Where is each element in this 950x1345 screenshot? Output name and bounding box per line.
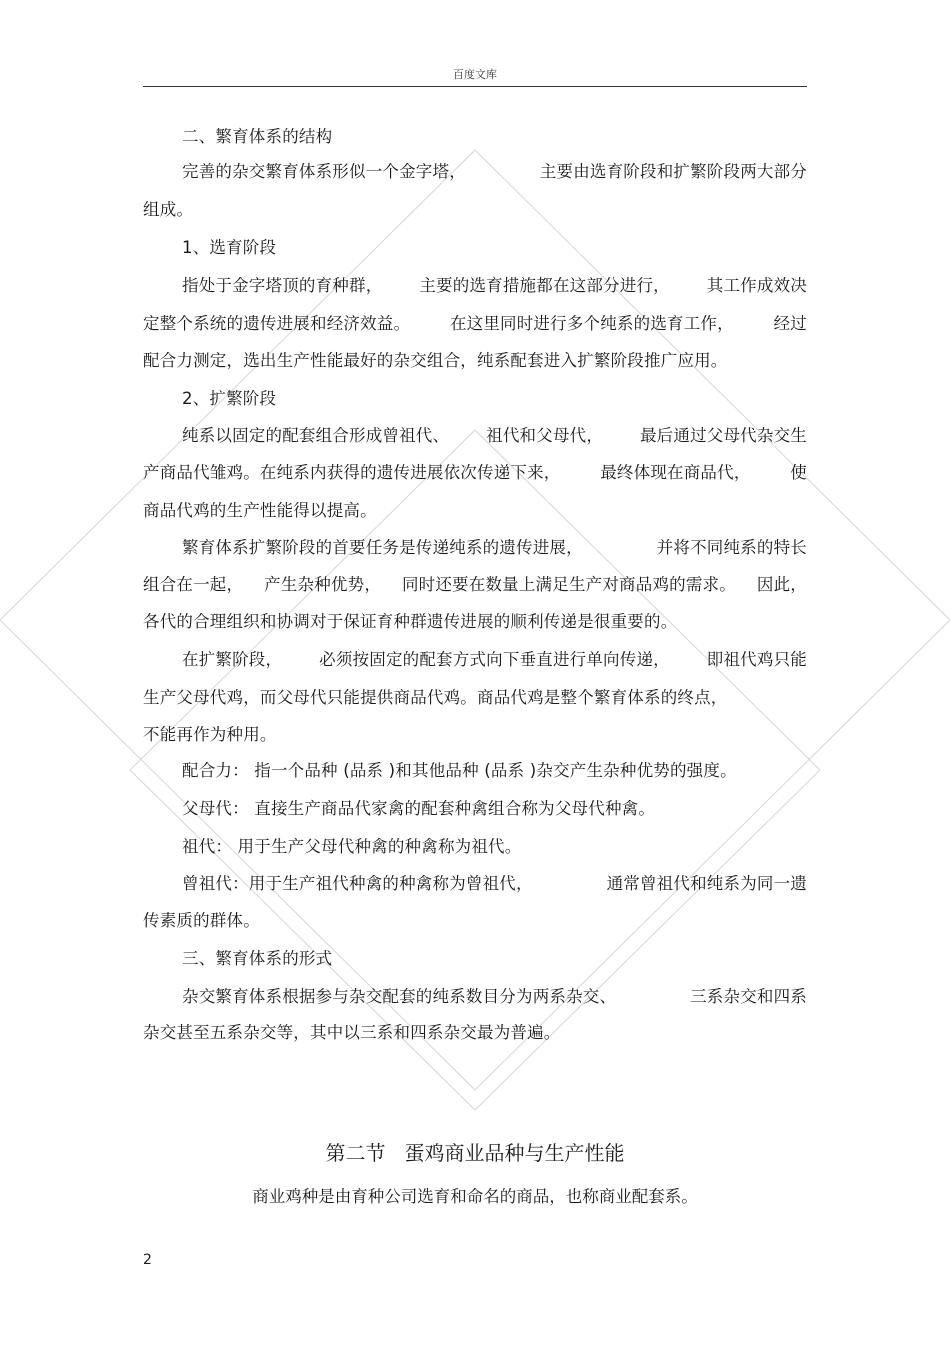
body-line: 不能再作为种用。 (143, 725, 277, 744)
body-line: 2、扩繁阶段 (182, 389, 277, 408)
body-line: 三、繁育体系的形式 (182, 949, 333, 968)
text-segment: 同时还要在数量上满足生产对商品鸡的需求。 (401, 575, 736, 594)
body-line: 组成。 (143, 200, 194, 219)
body-line: 商品代鸡的生产性能得以提高。 (143, 501, 377, 520)
text-segment: 并将不同纯系的特长 (656, 538, 807, 557)
text-segment: 组合在一起， (143, 575, 244, 594)
text-segment: 通常曾祖代和纯系为同一遗 (606, 874, 807, 893)
body-line: 父母代： 直接生产商品代家禽的配套种禽组合称为父母代种禽。 (182, 799, 656, 818)
text-segment: 繁育体系扩繁阶段的首要任务是传递纯系的遗传进展， (182, 538, 583, 557)
text-segment: 杂交繁育体系根据参与杂交配套的纯系数目分为两系杂交、 (182, 987, 617, 1006)
body-line (182, 425, 807, 447)
text-segment: 完善的杂交繁育体系形似一个金字塔， (182, 162, 466, 181)
body-line (182, 873, 807, 895)
body-line: 祖代： 用于生产父母代种禽的种禽称为祖代。 (182, 837, 522, 856)
text-segment: 其工作成效决 (706, 276, 807, 295)
text-segment: 主要的选育措施都在这部分进行， (419, 276, 670, 295)
text-segment: 必须按固定的配套方式向下垂直进行单向传递， (319, 650, 670, 669)
page-header: 百度文库 (143, 68, 807, 87)
text-segment: 定整个系统的遗传进展和经济效益。 (143, 314, 411, 333)
text-segment: 三系杂交和四系 (690, 987, 807, 1006)
text-segment: 最后通过父母代杂交生 (639, 426, 807, 445)
text-segment: 在这里同时进行多个纯系的选育工作， (449, 314, 734, 333)
text-segment: 即祖代鸡只能 (706, 650, 807, 669)
section-intro: 商业鸡种是由育种公司选育和命名的商品，也称商业配套系。 (252, 1187, 698, 1206)
text-segment: 经过 (773, 314, 807, 333)
text-segment: 最终体现在商品代， (600, 463, 751, 482)
body-line (182, 161, 807, 183)
text-segment: 产商品代雏鸡。在纯系内获得的遗传进展依次传递下来， (143, 463, 561, 482)
body-line (182, 275, 807, 297)
body-line (182, 537, 807, 559)
section-title: 第二节 蛋鸡商业品种与生产性能 (325, 1141, 625, 1165)
body-line: 传素质的群体。 (143, 911, 260, 930)
text-segment: 曾祖代：用于生产祖代种禽的种禽称为曾祖代， (182, 874, 533, 893)
body-line: 生产父母代鸡，而父母代只能提供商品代鸡。商品代鸡是整个繁育体系的终点， (143, 688, 728, 707)
text-segment: 产生杂种优势， (264, 575, 382, 594)
body-line (143, 313, 807, 335)
body-line: 1、选育阶段 (182, 238, 277, 257)
body-line: 配合力测定，选出生产性能最好的杂交组合，纯系配套进入扩繁阶段推广应用。 (143, 351, 728, 370)
body-line (182, 649, 807, 671)
text-segment: 祖代和父母代， (486, 426, 604, 445)
body-line (182, 986, 807, 1008)
body-line: 各代的合理组织和协调对于保证育种群遗传进展的顺利传递是很重要的。 (143, 612, 678, 631)
text-segment: 在扩繁阶段， (182, 650, 283, 669)
text-segment: 因此， (756, 575, 807, 594)
body-line (143, 462, 807, 484)
text-segment: 指处于金字塔顶的育种群， (182, 276, 383, 295)
body-line: 配合力： 指一个品种 (品系 )和其他品种 (品系 )杂交产生杂种优势的强度。 (182, 761, 737, 780)
body-line: 二、繁育体系的结构 (182, 127, 333, 146)
text-segment: 使 (790, 463, 807, 482)
page-number: 2 (143, 1252, 152, 1268)
text-segment: 主要由选育阶段和扩繁阶段两大部分 (539, 162, 807, 181)
text-segment: 纯系以固定的配套组合形成曾祖代、 (182, 426, 450, 445)
body-line (143, 574, 807, 596)
body-line: 杂交甚至五系杂交等，其中以三系和四系杂交最为普遍。 (143, 1023, 561, 1042)
